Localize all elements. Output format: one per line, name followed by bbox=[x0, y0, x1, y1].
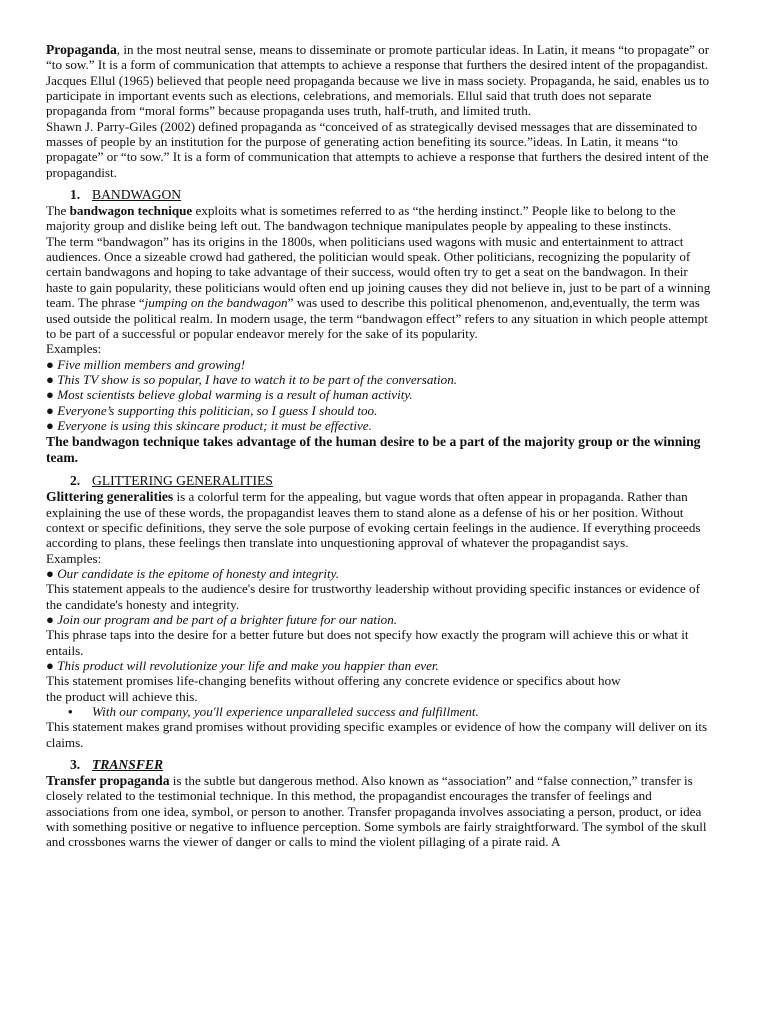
bullet: ● bbox=[46, 658, 54, 674]
example-item bbox=[46, 658, 716, 673]
section-heading-transfer bbox=[70, 756, 716, 773]
glittering-definition bbox=[46, 489, 716, 520]
text-run: ” was used to describe this political phenomenon, and,eventually, the term was used outside the political realm. In modern usage, the term “bandwagon effect” refers to any situation in which people attempt to be part of a successful or popular endeavor merely for the sake of its popularity. bbox=[46, 295, 708, 341]
example-item bbox=[46, 418, 716, 433]
example-item bbox=[46, 403, 716, 418]
text-run: exploits what is sometimes referred to as “the herding instinct.” People like to belong to the majority group and dislike being left out. The bandwagon technique manipulates people by appealing to these instincts. bbox=[46, 203, 676, 234]
example-item bbox=[46, 372, 716, 387]
text-run: is the subtle but dangerous method. Also known as “association” and “false connection,” transfer is closely related to the testimonial technique. In this method, the propagandist encourages the transfer of feelings and bbox=[46, 773, 693, 804]
intro-paragraph bbox=[46, 42, 716, 73]
section-heading-bandwagon bbox=[70, 186, 716, 203]
example-item bbox=[46, 357, 716, 372]
glittering-term: Glittering generalities bbox=[46, 489, 174, 505]
bandwagon-definition bbox=[46, 203, 716, 234]
bullet: ● bbox=[46, 402, 54, 418]
parry-giles-paragraph: Shawn J. Parry-Giles (2002) defined propaganda as “conceived of as strategically devised messages that are disseminated to masses of people by an institution for the purpose of generating action benefiting its source.”ideas. In Latin, it means “to propagate” or “to sow.” It is a form of communication that attempts to achieve a response that furthers the desired intent of the propagandist. bbox=[46, 118, 709, 180]
example-text: Everyone is using this skincare product; it must be effective. bbox=[57, 417, 372, 433]
bandwagon-term: bandwagon technique bbox=[69, 203, 193, 219]
example-text: With our company, you'll experience unparalleled success and fulfillment. bbox=[92, 704, 479, 720]
example-text: This TV show is so popular, I have to watch it to be part of the conversation. bbox=[57, 371, 458, 387]
examples-label: Examples: bbox=[46, 341, 102, 357]
section-heading-glittering bbox=[70, 472, 716, 489]
ellul-paragraph-cont: propaganda from “moral forms” because propaganda uses truth, half-truth, and limited truth. bbox=[46, 103, 532, 119]
section-title: BANDWAGON bbox=[92, 187, 182, 203]
section-number: 1. bbox=[70, 187, 81, 203]
examples-label: Examples: bbox=[46, 550, 102, 566]
example-explanation: This statement promises life-changing benefits without offering any concrete evidence or specifics about how bbox=[46, 673, 621, 689]
bullet: • bbox=[68, 704, 73, 720]
example-text: Join our program and be part of a brighter future for our nation. bbox=[57, 612, 398, 627]
section-title: GLITTERING GENERALITIES bbox=[92, 473, 273, 489]
propaganda-term: Propaganda bbox=[46, 42, 117, 57]
transfer-term: Transfer propaganda bbox=[46, 773, 170, 789]
example-text: Everyone’s supporting this politician, so I guess I should too. bbox=[57, 402, 378, 418]
transfer-paragraph: associations from one idea, symbol, or person to another. Transfer propaganda involves associating a person, product, or idea with something positive or negative to influence perception. Some symbols are fairly straightforward. The symbol of the skull and crossbones warns the viewer of danger or calls to mind the violent pillaging of a pirate raid. A bbox=[46, 803, 707, 850]
example-text: Our candidate is the epitome of honesty and integrity. bbox=[57, 565, 340, 581]
example-item bbox=[46, 704, 716, 719]
example-text: This product will revolutionize your life and make you happier than ever. bbox=[57, 658, 439, 674]
text-run: is a colorful term for the appealing, but vague words that often appear in propaganda. Rather than explaining the use of these words, the propagandist leaves them to stand alone as a defense of his or her position. Without bbox=[46, 489, 688, 520]
example-explanation-cont: the product will achieve this. bbox=[46, 688, 198, 704]
bandwagon-examples-list bbox=[46, 357, 716, 434]
text-run: The bbox=[46, 203, 70, 219]
bullet: ● bbox=[46, 612, 54, 627]
bandwagon-history bbox=[46, 234, 716, 341]
example-item bbox=[46, 566, 716, 581]
section-title: TRANSFER bbox=[92, 757, 164, 773]
bullet: ● bbox=[46, 565, 54, 581]
section-number: 3. bbox=[70, 757, 81, 773]
ellul-paragraph: Jacques Ellul (1965) believed that people need propaganda because we live in mass society. Propaganda, he said, enables us to participate in important events such as elections, celebrations, and memorials. Ellul said that truth does not separate bbox=[46, 72, 710, 104]
example-text: Most scientists believe global warming is a result of human activity. bbox=[57, 387, 413, 403]
bullet: ● bbox=[46, 387, 54, 403]
intro-definition: , in the most neutral sense, means to disseminate or promote particular ideas. In Latin, it means “to propagate” or “to sow.” It is a form of communication that attempts to achieve a response that furthers the desired intent of the propagandist. bbox=[46, 42, 710, 73]
example-explanation: This phrase taps into the desire for a better future but does not specify how exactly the program will achieve this or what it entails. bbox=[46, 627, 689, 658]
bullet: ● bbox=[46, 417, 54, 433]
example-explanation: This statement appeals to the audience's desire for trustworthy leadership without providing specific instances or evidence of the candidate's honesty and integrity. bbox=[46, 581, 700, 612]
bullet: ● bbox=[46, 371, 54, 387]
bullet: ● bbox=[46, 356, 54, 372]
transfer-definition bbox=[46, 773, 716, 804]
section-number: 2. bbox=[70, 473, 81, 489]
text-run: The term “bandwagon” has its origins in the 1800s, when politicians used wagons with music and entertainment to attract audiences. Once a sizeable crowd had gathered, the politician would speak. Other politicians, recognizing the popularity of certain bandwagons and hoping to take advantage of their success, would often try to get a seat on the bandwagon. In their haste to gain popularity, these politicians would often end up joining causes they did not believe in, just to be part of a winning team. The phrase “ bbox=[46, 233, 711, 311]
glittering-paragraph: context or specific definitions, they serve the sole purpose of evoking certain feelings in the audience. If everything proceeds according to plans, these feelings then translate into unquestioning approval of whatever the propagandist says. bbox=[46, 519, 701, 551]
example-text: Five million members and growing! bbox=[57, 356, 246, 372]
example-explanation: This statement makes grand promises without providing specific examples or evidence of how the company will deliver on its claims. bbox=[46, 719, 708, 750]
bandwagon-summary: The bandwagon technique takes advantage of the human desire to be a part of the majority group or the winning team. bbox=[46, 434, 701, 466]
example-item bbox=[46, 387, 716, 402]
example-item bbox=[46, 612, 716, 627]
italic-phrase: jumping on the bandwagon bbox=[144, 295, 288, 311]
